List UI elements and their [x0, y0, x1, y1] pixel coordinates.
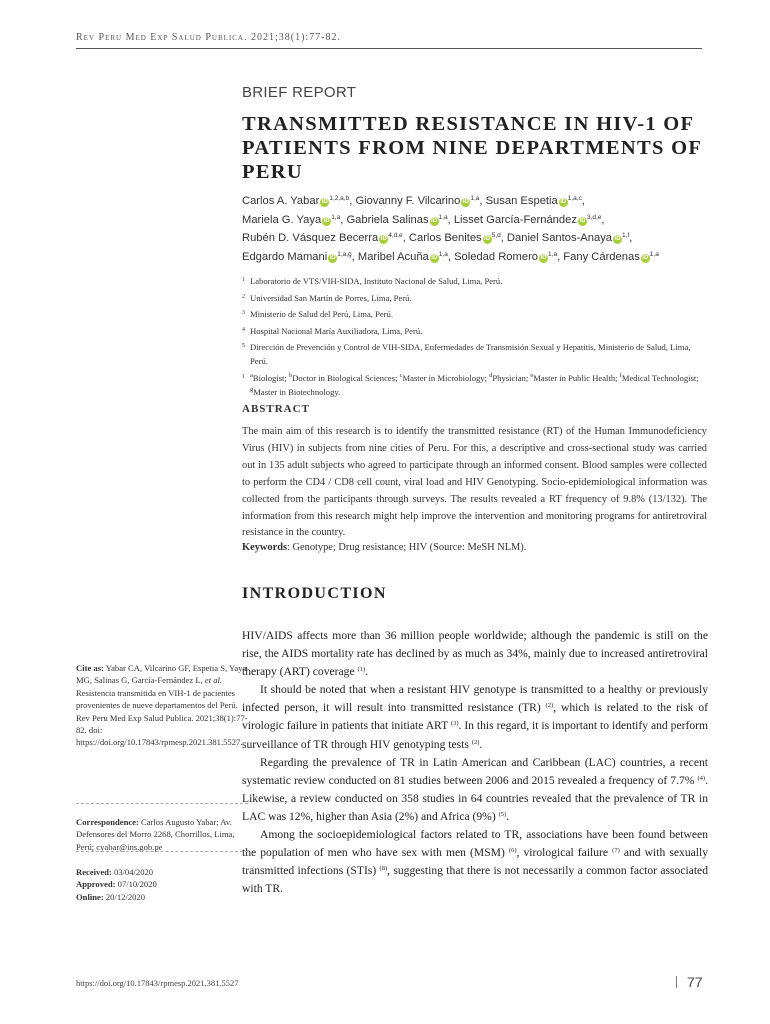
author[interactable]: Gabriela Salinas iD $^{1,a}$ [346, 213, 448, 226]
author-line [242, 214, 712, 233]
abstract-text: The main aim of this research is to identify the transmitted resistance (RT) of the Human Immunodeficiency Virus (HIV) in subjects from nine cities of Peru. For this, a descriptive and cross-sectional study was carried out in 135 adult subjects who agreed to participate through an informed consent. Blood samples were collected to perform the CD4 / CD8 cell count, viral load and HIV Genotyping. Socio-epidemiological information was collected from the participants through surveys. The results revealed a RT frequency of 9.8% (13/132). The information from this research might help improve the intervention and monitoring programs for antiretroviral resistance in the country. [242, 426, 707, 539]
orcid-icon[interactable]: iD [380, 236, 387, 242]
author-affiliation-marks: 1,f [622, 232, 630, 239]
author-affiliation-marks: 1,a [470, 195, 480, 202]
affiliation-number: 2 [242, 293, 245, 300]
author-separator: , [349, 195, 356, 207]
citation-ref[interactable]: (2) [471, 738, 480, 746]
author-affiliation-marks: 1,a [548, 250, 558, 258]
author-separator: , [601, 213, 605, 226]
orcid-icon[interactable]: iD [431, 217, 438, 224]
keywords [242, 542, 707, 553]
citation-ref[interactable]: (2) [545, 702, 554, 710]
paragraph: Among the socioepidemiological factors related to TR, associations have been found between the population of men who have sex with men (MSM) $^{(6)}$, virological failure $^{(7)}$ and with sexually transmitted infections (STIs) $^{(8)}$, suggesting that there is not necessarily a common factor associated with TR. [242, 828, 709, 896]
orcid-icon[interactable]: iD [540, 254, 547, 261]
author-separator: , [447, 250, 455, 263]
orcid-icon[interactable]: iD [642, 254, 649, 261]
author[interactable]: Carlos A. Yabar iD $^{1,2,a,b}$ [242, 195, 350, 207]
orcid-icon[interactable]: iD [323, 217, 330, 224]
introduction-heading: INTRODUCTION [242, 585, 387, 602]
author[interactable]: Edgardo Mamani iD $^{1,a,g}$ [242, 250, 352, 263]
orcid-icon[interactable]: iD [560, 199, 567, 205]
author-affiliation-marks: 1,a [649, 250, 659, 258]
affiliation-number: 4 [242, 326, 245, 333]
author-list [242, 195, 712, 269]
orcid-icon[interactable]: iD [579, 217, 586, 224]
author-affiliation-marks: 1,a [438, 250, 448, 258]
orcid-icon[interactable]: iD [329, 254, 336, 261]
orcid-icon[interactable]: iD [462, 199, 469, 205]
journal-header: Rev Peru Med Exp Salud Publica. 2021;38(1):77-82. [76, 32, 342, 43]
orcid-icon[interactable]: iD [484, 236, 491, 242]
affiliation-text: Dirección de Prevención y Control de VIH-SIDA, Enfermedades de Transmisión Sexual y Hepatitis, Ministerio de Salud, Lima, Perú. [250, 342, 691, 366]
orcid-icon[interactable]: iD [431, 254, 438, 261]
affiliation-item [242, 274, 708, 288]
author[interactable]: Soledad Romero iD $^{1,a}$ [454, 250, 558, 263]
author[interactable]: Susan Espetia iD $^{1,a,c}$ [485, 195, 582, 207]
author[interactable]: Rubén D. Vásquez Becerra iD $^{4,d,e}$ [242, 232, 403, 244]
author-separator: , [402, 232, 409, 244]
author[interactable]: Fany Cárdenas iD $^{1,a}$ [563, 250, 659, 263]
author-separator: , [581, 195, 585, 207]
citation-ref[interactable]: (4) [697, 774, 706, 782]
correspondence-box: Correspondence: Carlos Augusto Yabar; Av. Defensores del Morro 2268, Chorrillos, Lima, Perú; cyabar@ins.gob.pe [76, 817, 235, 852]
paragraph: It should be noted that when a resistant HIV genotype is transmitted to a healthy or previously infected person, it will result into transmitted resistance (TR) $^{(2)}$, which is related to the risk of virologic failure in patients that initiate ART $^{(3)}$. In this regard, it is important to identify and perform surveillance of TR through HIV genotyping tests $^{(2)}$. [242, 683, 708, 751]
correspondence-label: Correspondence: [76, 817, 139, 827]
author-affiliation-marks: 4,d,e [388, 232, 403, 239]
affiliation-item [242, 324, 708, 338]
orcid-icon[interactable]: iD [614, 236, 621, 242]
author[interactable]: Maribel Acuña iD $^{1,a}$ [357, 250, 448, 263]
abstract-heading: ABSTRACT [242, 403, 310, 415]
author[interactable]: Giovanny F. Vilcarino iD $^{1,a}$ [355, 195, 480, 207]
affiliation-number: 3 [242, 310, 245, 316]
author-line [242, 232, 712, 251]
affiliations [242, 274, 708, 401]
author-line [242, 195, 712, 214]
citation-ref[interactable]: (7) [612, 847, 620, 855]
cite-as-box: Cite as: Yabar CA, Vilcarino GF, Espetia S, Yaya MG, Salinas G, García-Fernández L, et al. Resistencia transmitida en VIH-1 de pacientes provenientes de nueve departamentos del Perú. Rev Peru Med Exp Salud Publica. 2021;38(1):77-82. doi: https://doi.org/10.17843/rpmesp.2021.381.5527. [76, 663, 248, 748]
citation-ref[interactable]: (3) [450, 720, 459, 728]
author-affiliation-marks: 1,2,a,b [329, 195, 350, 202]
citation-ref[interactable]: (5) [498, 810, 507, 818]
citation-ref[interactable]: (6) [508, 847, 517, 855]
online-date: Online: 20/12/2020 [76, 891, 146, 902]
author-separator: , [500, 232, 507, 244]
orcid-icon[interactable]: iD [321, 199, 328, 205]
citation-ref[interactable]: (1) [357, 666, 366, 674]
affiliation-item [242, 307, 708, 321]
footer-divider [676, 976, 677, 988]
author[interactable]: Daniel Santos-Anaya iD $^{1,f}$ [506, 232, 630, 244]
affiliation-text: Ministerio de Salud del Perú, Lima, Perú. [250, 309, 393, 319]
degree-legend: 1 $^a$Biologist; $^b$Doctor in Biological Sciences; $^c$Master in Microbiology; $^d$Physician; $^e$Master in Public Health; $^f$Medical Technologist; $^g$Master in Biotechnology. [242, 371, 699, 397]
author[interactable]: Carlos Benites iD $^{5,d}$ [408, 232, 501, 244]
sidebar-divider [76, 803, 248, 804]
affiliation-text: Laboratorio de VTS/VIH-SIDA, Instituto Nacional de Salud, Lima, Perú. [250, 276, 503, 286]
cite-label: Cite as: [76, 663, 104, 673]
author-affiliation-marks: 1,a [438, 213, 448, 221]
author-affiliation-marks: 1,a,c [567, 195, 582, 202]
author-separator: , [629, 232, 633, 244]
header-rule [76, 48, 702, 49]
author[interactable]: Lisset García-Fernández iD $^{3,d,e}$ [453, 213, 602, 226]
received-date: Received: 03/04/2020 [76, 867, 154, 877]
author-separator: , [479, 195, 486, 207]
author[interactable]: Mariela G. Yaya iD $^{1,a}$ [242, 213, 341, 226]
keywords-text: : Genotype; Drug resistance; HIV (Source: MeSH NLM). [287, 542, 527, 553]
affiliation-number: 1 [242, 277, 245, 283]
citation-ref[interactable]: (8) [379, 865, 388, 873]
affiliation-item [242, 291, 708, 305]
affiliation-item [242, 340, 708, 368]
introduction-body [242, 627, 708, 898]
keywords-label: Keywords [242, 542, 288, 553]
author-affiliation-marks: 1,a,g [337, 250, 352, 258]
author-affiliation-marks: 1,a [331, 213, 341, 221]
footer-doi-link[interactable]: https://doi.org/10.17843/rpmesp.2021.381.5527 [76, 978, 239, 988]
author-separator: , [340, 213, 347, 226]
author-affiliation-marks: 3,d,e [586, 213, 602, 221]
dates-box [76, 866, 248, 903]
article-title: TRANSMITTED RESISTANCE IN HIV-1 OF PATIENTS FROM NINE DEPARTMENTS OF PERU [242, 113, 702, 183]
affiliation-number: 1 [242, 373, 245, 380]
author-separator: , [351, 250, 358, 263]
author-line [242, 251, 712, 270]
approved-date: Approved: 07/10/2020 [76, 879, 157, 890]
author-separator: , [557, 250, 564, 263]
sidebar-divider [76, 851, 248, 852]
affiliation-number: 5 [242, 343, 245, 349]
section-label: BRIEF REPORT [242, 84, 357, 101]
paragraph: Regarding the prevalence of TR in Latin American and Caribbean (LAC) countries, a recent systematic review conducted on 81 studies between 2006 and 2015 revealed a frequency of 7.7% $^{(4)}$. Likewise, a review conducted on 358 studies in 64 countries revealed that the prevalence of TR in LAC was 12%, higher than Asia (2%) and Africa (9%) $^{(5)}$. [242, 755, 708, 823]
author-separator: , [447, 213, 454, 226]
page-number: 77 [676, 974, 703, 990]
author-affiliation-marks: 5,d [491, 232, 501, 239]
affiliation-text: Hospital Nacional María Auxiliadora, Lima, Perú. [250, 325, 423, 336]
affiliation-text: Universidad San Martín de Porres, Lima, Perú. [250, 292, 412, 303]
paragraph: HIV/AIDS affects more than 36 million people worldwide; although the pandemic is still on the rise, the AIDS mortality rate has declined by as much as 34%, mainly due to increased antiretroviral therapy (ART) coverage $^{(1)}$. [242, 629, 708, 679]
